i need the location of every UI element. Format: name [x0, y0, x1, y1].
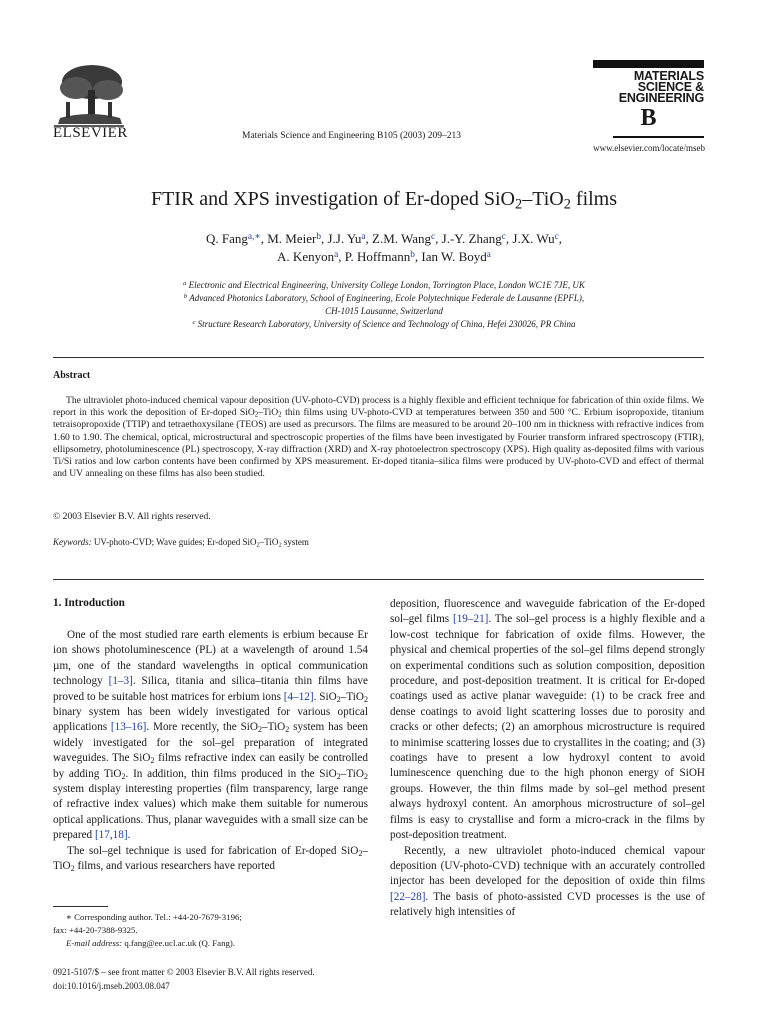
citation-link[interactable]: [13–16] [110, 721, 147, 734]
author-name: J.J. Yu [327, 231, 362, 246]
abstract-part: The ultraviolet photo-induced chemical vapour deposition (UV-photo-CVD) process is a highly flexible and efficient technique for fabrication of thin oxide films. We report in this work the deposition of Er-doped SiO [53, 395, 704, 419]
continued-paragraph [390, 597, 705, 844]
text-run: –TiO [340, 690, 364, 703]
keywords-label: Keywords: [53, 537, 92, 547]
author-separator: , [505, 231, 513, 246]
citation-link[interactable]: [22–28] [390, 890, 426, 903]
title-part: FTIR and XPS investigation of Er-doped SiO [150, 188, 515, 210]
subscript: 2 [285, 725, 290, 735]
author-separator: , [321, 231, 328, 246]
text-run: –TiO [340, 767, 364, 780]
citation-link[interactable]: [4–12] [283, 690, 314, 703]
text-run: . [127, 829, 131, 842]
affiliation-mark: a [183, 280, 187, 288]
affiliation-b [0, 293, 768, 303]
subscript: 2 [150, 756, 155, 766]
logo-bar [593, 60, 704, 68]
text-run: . More recently, the SiO [146, 721, 258, 734]
abstract-subscript: 2 [254, 411, 259, 419]
text-run: deposition, fluorescence and waveguide fabrication of the Er-doped sol–gel films [390, 598, 705, 626]
text-run: films refractive index can easily be controlled by adding TiO [53, 752, 368, 780]
author-separator: , [435, 231, 442, 246]
author-name: M. Meier [267, 231, 317, 246]
subscript: 2 [363, 694, 368, 704]
title-part: films [570, 188, 618, 210]
title-subscript: 2 [514, 196, 523, 213]
keywords-subscript: 2 [278, 541, 282, 549]
right-column [390, 597, 705, 921]
keywords-text: system [281, 537, 309, 547]
text-run: . The basis of photo-assisted CVD processes is the use of relatively high intensities of [390, 890, 705, 919]
text-run: –TiO [53, 844, 368, 873]
abstract-part: –TiO [258, 407, 279, 419]
subscript: 2 [336, 771, 341, 781]
subscript: 2 [70, 864, 75, 874]
keywords-text: UV-photo-CVD; Wave guides; Er-doped SiO [91, 537, 257, 547]
text-run: binary system has been widely investigated for various optical applications [53, 706, 368, 734]
logo-line-3: ENGINEERING [618, 91, 704, 105]
subscript: 2 [336, 694, 341, 704]
subscript: 2 [363, 771, 369, 781]
affiliation-a [0, 280, 768, 290]
intro-paragraph-3 [390, 844, 705, 921]
affiliation-mark: c [192, 319, 196, 327]
logo-underline [613, 136, 704, 138]
author-name: J.X. Wu [512, 231, 555, 246]
author-separator: , [260, 231, 268, 246]
affiliation-link[interactable]: a [361, 231, 366, 242]
abstract-subscript: 2 [278, 411, 282, 419]
affiliation-mark: b [183, 293, 188, 301]
issn-line: 0921-5107/$ – see front matter © 2003 Elsevier B.V. All rights reserved. [53, 967, 315, 977]
affiliation-link[interactable]: c [431, 231, 436, 242]
author-name: Q. Fang [205, 231, 248, 246]
text-run: . The sol–gel process is a highly flexible and a low-cost technique for fabrication of oxide films. However, the physical and chemical properties of the sol–gel films depend strongly on experimental conditions such as solution composition, deposition procedure, and post-deposition treatment. It is critical for Er-doped coatings used as active planar waveguide: (1) to be crack free and dense coatings to avoid light scattering losses due to porosity and cracks or other defects; (2) an amorphous microstructure is required to minimise scattering losses due to crystallites in the coating; and (3) coatings have to present a low hydroxyl content to avoid luminescence quenching due to the high phonon energy of SiOH groups. However, the thin films made by sol–gel method present always hydroxyl content. An amorphous microstructure of sol–gel films is easy to crystallise and form a micro-crack in the films by post-deposition treatment. [390, 613, 705, 842]
section-heading-introduction: 1. Introduction [53, 597, 125, 609]
logo-line-2: SCIENCE & [637, 80, 704, 94]
keywords-line [53, 537, 309, 547]
journal-logo [593, 60, 704, 136]
text-run: The sol–gel technique is used for fabrication of Er-doped SiO [67, 844, 359, 857]
affiliation-link[interactable]: b [410, 249, 415, 260]
journal-logo-text [609, 71, 704, 104]
author-separator: , [414, 249, 422, 264]
text-run: . SiO [313, 690, 337, 703]
author-name: P. Hoffmann [344, 249, 411, 264]
subscript: 2 [258, 725, 263, 735]
text-run: . Silica, titania and silica–titania thin films have proved to be suitable host matrices for erbium ions [53, 675, 368, 703]
text-run: –TiO [262, 721, 286, 734]
affiliation-link[interactable]: a [334, 249, 339, 260]
affiliation-link[interactable]: c [554, 231, 559, 242]
logo-letter: B [640, 105, 657, 131]
abstract-heading: Abstract [53, 370, 91, 381]
keywords-subscript: 2 [256, 541, 260, 549]
author-name: Z.M. Wang [372, 231, 432, 246]
paper-title [0, 188, 768, 211]
citation-link[interactable]: [17,18] [94, 829, 128, 842]
intro-paragraph-1 [53, 628, 368, 844]
journal-citation: Materials Science and Engineering B105 (2003) 209–213 [242, 131, 461, 141]
divider-top [53, 357, 704, 358]
author-separator: , [558, 231, 563, 246]
author-name: J.-Y. Zhang [441, 231, 502, 246]
affiliation-text: Advanced Photonics Laboratory, School of Engineering, Ecole Polytechnique Federale de Lausanne (EPFL), [189, 293, 585, 303]
keywords-text: –TiO [259, 537, 279, 547]
text-run: system has been widely investigated for the sol–gel preparation of integrated waveguides. The SiO [53, 721, 368, 765]
email-label: E-mail address: [66, 938, 123, 948]
intro-paragraph-2 [53, 844, 368, 875]
abstract-part: thin films using UV-photo-CVD at temperatures between 350 and 500 °C. Erbium isopropoxide, titanium tetraisopropoxide (TTIP) and tetraethoxysilane (TEOS) are used as precursors. The films are measured to be around 20–100 nm in thickness with refractive indices from 1.60 to 1.90. The chemical, optical, microstructural and spectroscopic properties of the films have been investigated by Fourier transform infrared spectroscopy (FTIR), ellipsometry, photoluminescence (PL) spectroscopy, X-ray diffraction (XRD) and X-ray photoelectron spectroscopy (XPS). High quality as-deposited films with various Ti/Si ratios and low carbon contents have been confirmed by XPS measurement. Er-doped titania–silica films were produced by UV-photo-CVD and effect of thermal and UV annealing on these films has also been studied. [53, 407, 704, 480]
author-separator: , [338, 249, 345, 264]
affiliation-link[interactable]: c [501, 231, 506, 242]
text-run: system display interesting properties (film transparency, large range of refractive index values) which make them suitable for numerous optical applications. Thus, planar waveguides with a small size can be prepared [53, 783, 368, 842]
elsevier-tree-logo [50, 62, 128, 128]
title-subscript: 2 [563, 196, 571, 213]
affiliation-text: Structure Research Laboratory, University of Science and Technology of China, Hefei 230026, PR China [197, 319, 576, 329]
email-text[interactable]: q.fang@ee.ucl.ac.uk (Q. Fang). [122, 938, 236, 948]
affiliation-text: Electronic and Electrical Engineering, University College London, Torrington Place, London WC1E 7JE, UK [188, 280, 585, 290]
affiliation-link[interactable]: b [316, 231, 321, 242]
footnote-corresponding-author: ∗ Corresponding author. Tel.: +44-20-7679-3196; [66, 912, 242, 922]
title-part: –TiO [522, 188, 564, 210]
author-list-line-1 [0, 231, 768, 247]
text-run: Recently, a new ultraviolet photo-induced chemical vapour deposition (UV-photo-CVD) technique with an accurately controlled injector has been developed for the deposition of oxide thin films [390, 844, 705, 888]
footnote-divider [53, 906, 108, 907]
text-run: One of the most studied rare earth elements is erbium because Er ion shows photoluminescence (PL) at a wavelength of around 1.54 µm, one of the standard wavelengths in optical communication technology [53, 629, 368, 688]
abstract-copyright: © 2003 Elsevier B.V. All rights reserved. [53, 511, 211, 522]
text-run: . In addition, thin films produced in the SiO [125, 767, 337, 780]
author-list-line-2 [0, 249, 768, 265]
footnote-fax: fax: +44-20-7388-9325. [53, 925, 138, 935]
abstract-text [53, 395, 704, 480]
subscript: 2 [121, 771, 126, 781]
affiliation-c [0, 319, 768, 329]
affiliation-link[interactable]: a [486, 249, 491, 260]
subscript: 2 [358, 848, 363, 858]
author-name: A. Kenyon [277, 249, 335, 264]
publisher-name: ELSEVIER [53, 125, 128, 141]
author-name: Ian W. Boyd [421, 249, 487, 264]
footnote-email [66, 938, 235, 948]
logo-line-1: MATERIALS [633, 69, 704, 83]
affiliation-link[interactable]: a,∗ [247, 231, 261, 242]
doi-link[interactable]: doi:10.1016/j.mseb.2003.08.047 [53, 981, 170, 991]
citation-link[interactable]: [19–21] [452, 613, 489, 626]
citation-link[interactable]: [1–3] [108, 675, 133, 688]
affiliation-b-line2: CH-1015 Lausanne, Switzerland [325, 306, 443, 316]
divider-bottom [53, 579, 704, 580]
text-run: films, and various researchers have reported [74, 860, 276, 873]
journal-url-link[interactable]: www.elsevier.com/locate/mseb [593, 143, 705, 153]
left-column [53, 628, 368, 875]
author-separator: , [365, 231, 372, 246]
